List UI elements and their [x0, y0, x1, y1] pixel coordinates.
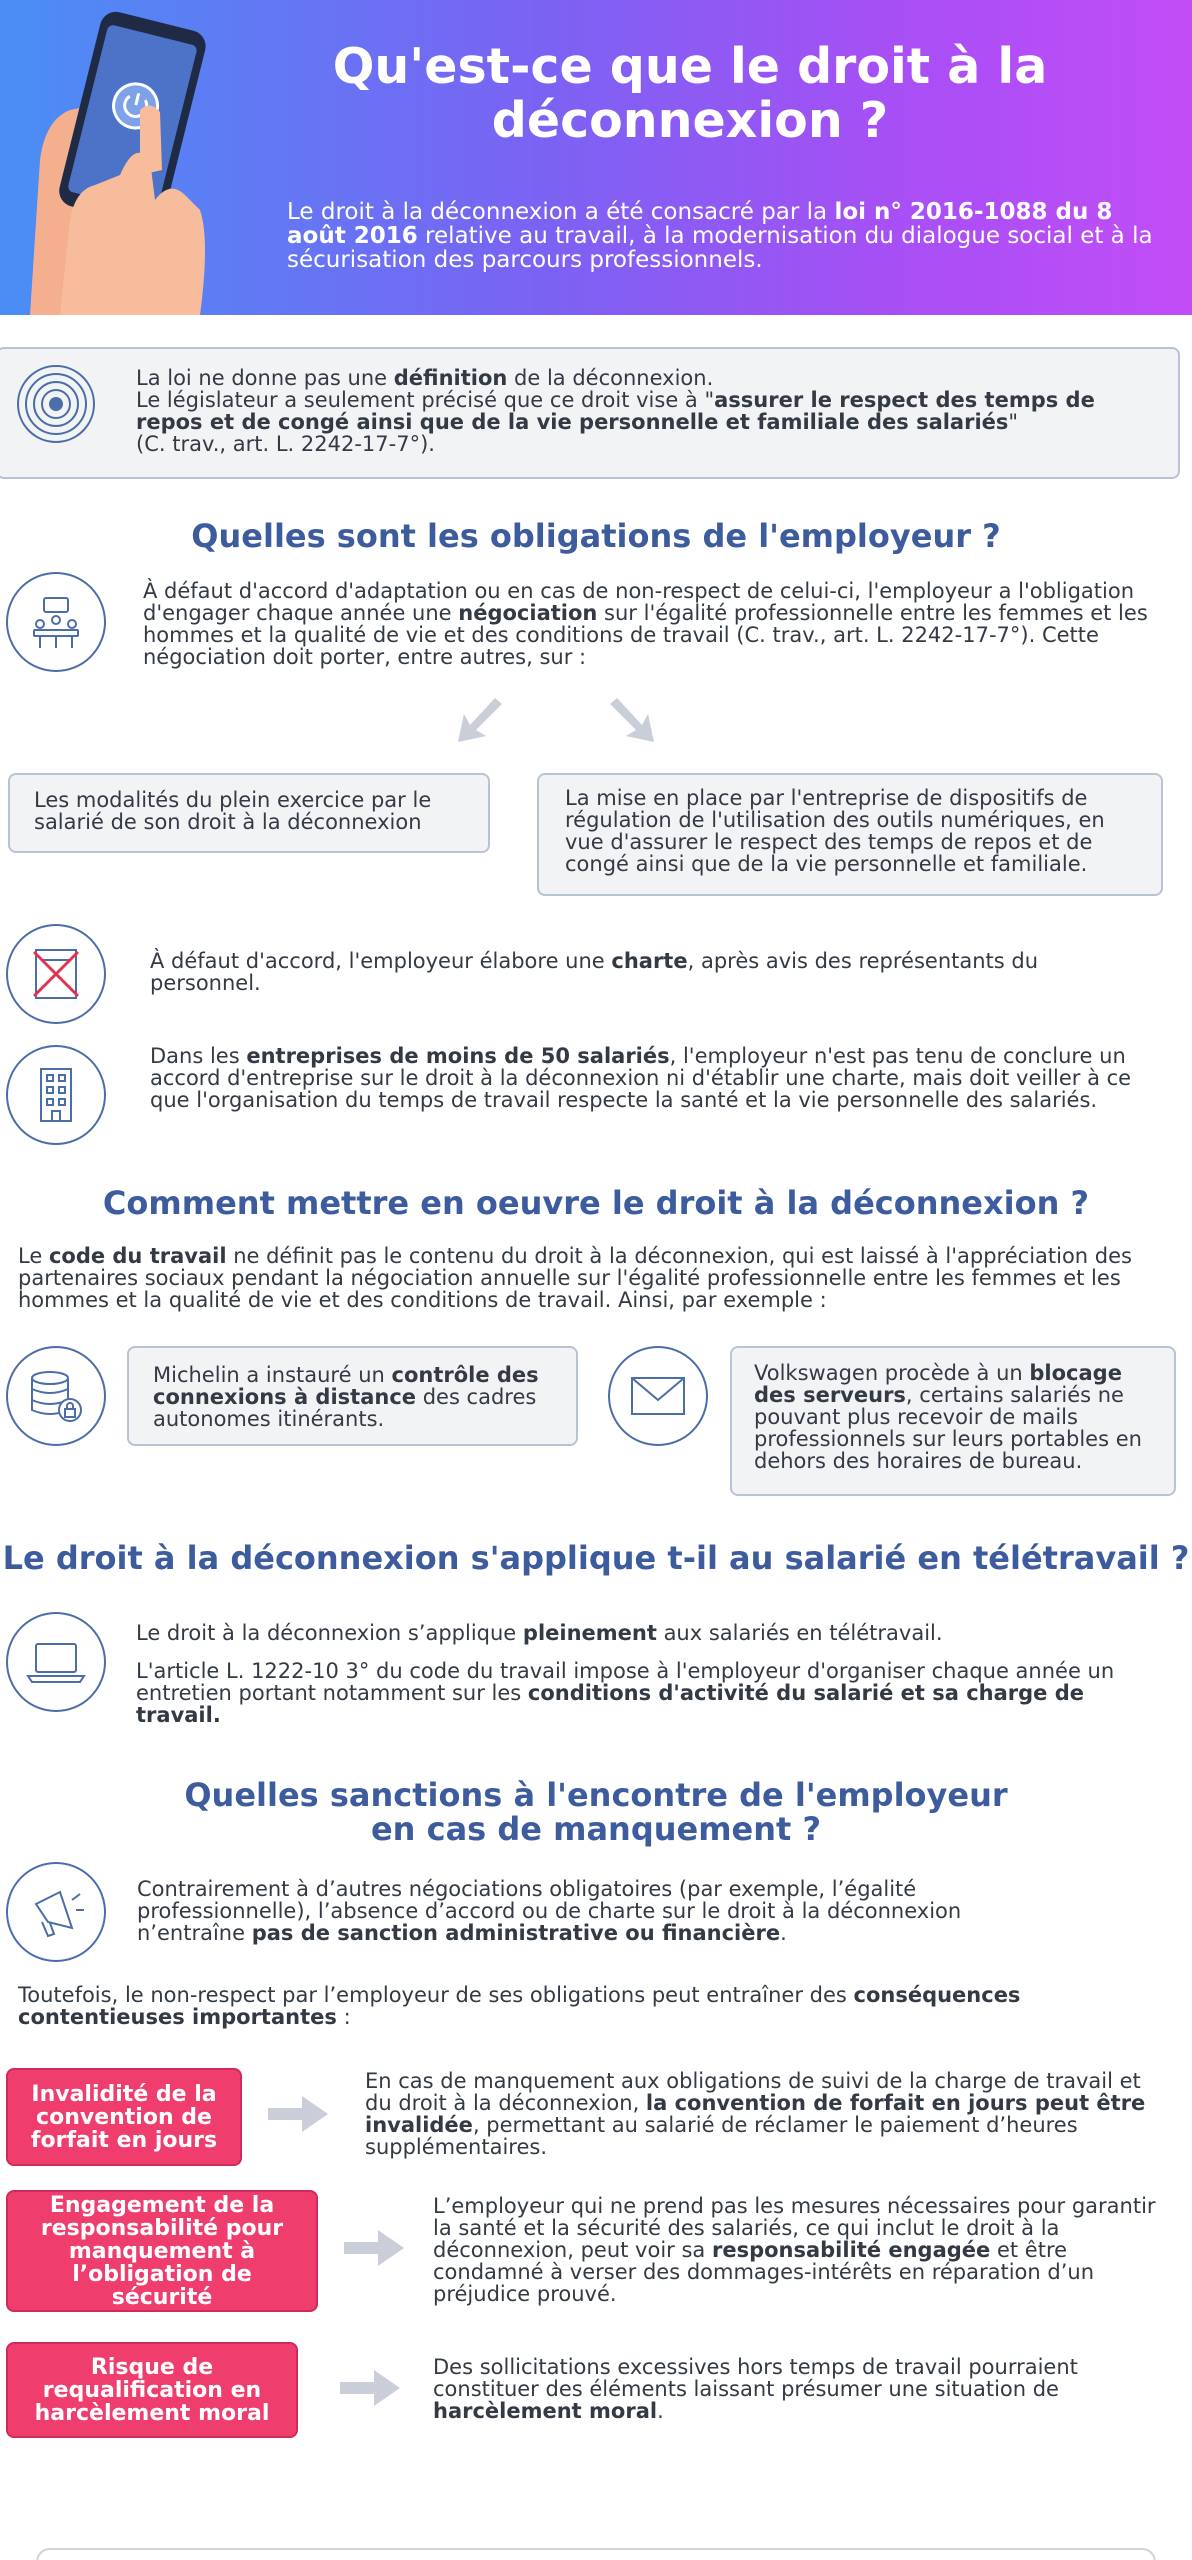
- telework-p2: L'article L. 1222-10 3° du code du travail impose à l'employeur d'organiser chaque année un entretien portant notamment sur les conditions d'activité du salarié et sa charge de travail.: [136, 1659, 1115, 1727]
- sanctions-p1: Contrairement à d’autres négociations obligatoires (par exemple, l’égalité professionnelle), l’absence d’accord ou de charte sur le droit à la déconnexion n’entraîne pas de sanction administrative ou financière.: [137, 1877, 962, 1945]
- sanction-text-1: En cas de manquement aux obligations de suivi de la charge de travail et du droit à la déconnexion, la convention de forfait en jours peut être invalidée, permettant au salarié de réclamer le paiement d’heures supplémentaires.: [365, 2069, 1146, 2159]
- sanction-label-1: Invalidité de la convention de forfait en jours: [6, 2068, 242, 2166]
- sanctions-title: Quelles sanctions à l'encontre de l'employeur en cas de manquement ?: [184, 1776, 1008, 1848]
- negotiation-box-left: Les modalités du plein exercice par le salarié de son droit à la déconnexion: [8, 773, 490, 853]
- sanction-label-2: Engagement de la responsabilité pour manquement à l’obligation de sécurité: [6, 2190, 318, 2312]
- telework-title: Le droit à la déconnexion s'applique t-il au salarié en télétravail ?: [2, 1539, 1190, 1577]
- sanctions-p2: Toutefois, le non-respect par l’employeur de ses obligations peut entraîner des conséquences contentieuses importantes :: [18, 1983, 1021, 2029]
- laptop-icon: [6, 1612, 106, 1712]
- michelin-box: Michelin a instauré un contrôle des connexions à distance des cadres autonomes itinérants.: [127, 1346, 578, 1446]
- crossed-document-icon: [6, 924, 106, 1024]
- implementation-title: Comment mettre en oeuvre le droit à la déconnexion ?: [102, 1184, 1090, 1222]
- header-intro: Le droit à la déconnexion a été consacré par la loi n° 2016-1088 du 8 août 2016 relative au travail, à la modernisation du dialogue social et à la sécurisation des parcours professionnels.: [287, 199, 1153, 273]
- arrow-right-icon: [266, 2092, 330, 2136]
- arrow-down-right-icon: [602, 690, 662, 750]
- sanction-label-3: Risque de requalification en harcèlement moral: [6, 2342, 298, 2438]
- hand-phone-illustration: [0, 0, 280, 315]
- database-lock-icon: [6, 1346, 106, 1446]
- envelope-icon: [608, 1346, 708, 1446]
- meeting-icon: [6, 572, 106, 672]
- sanction-text-2: L’employeur qui ne prend pas les mesures nécessaires pour garantir la santé et la sécurité des salariés, ce qui inclut le droit à la déconnexion, peut voir sa responsabilité engagée et être condamné à verser des dommages-intérêts en réparation d’un préjudice prouvé.: [433, 2194, 1156, 2306]
- header-banner: [0, 0, 1192, 315]
- small-company-text: Dans les entreprises de moins de 50 salariés, l'employeur n'est pas tenu de conclure un accord d'entreprise sur le droit à la déconnexion ni d'établir une charte, mais doit veiller à ce que l'organisation du temps de travail respecte la santé et la vie personnelle des salariés.: [150, 1044, 1132, 1112]
- arrow-right-icon: [338, 2366, 402, 2410]
- footer-box: [36, 2548, 1156, 2560]
- sanction-text-3: Des sollicitations excessives hors temps de travail pourraient constituer des éléments laissant présumer une situation de harcèlement moral.: [433, 2355, 1078, 2423]
- arrow-down-left-icon: [450, 690, 510, 750]
- telework-p1: Le droit à la déconnexion s’applique pleinement aux salariés en télétravail.: [136, 1621, 943, 1645]
- obligations-title: Quelles sont les obligations de l'employeur ?: [191, 517, 1001, 555]
- negotiation-box-right: La mise en place par l'entreprise de dispositifs de régulation de l'utilisation des outils numériques, en vue d'assurer le respect des temps de repos et de congé ainsi que de la vie personnelle et familiale.: [537, 773, 1163, 896]
- building-icon: [6, 1045, 106, 1145]
- obligations-intro: À défaut d'accord d'adaptation ou en cas de non-respect de celui-ci, l'employeur a l'obligation d'engager chaque année une négociation sur l'égalité professionnelle entre les femmes et les hommes et la qualité de vie et des conditions de travail (C. trav., art. L. 2242-17-7°). Cette négociation doit porter, entre autres, sur :: [143, 579, 1148, 669]
- page-title: Qu'est-ce que le droit à la déconnexion ?: [332, 38, 1048, 149]
- definition-text: La loi ne donne pas une définition de la déconnexion. Le législateur a seulement précisé que ce droit vise à "assurer le respect des temps de repos et de congé ainsi que de la vie personnelle et familiale des salariés" (C. trav., art. L. 2242-17-7°).: [136, 366, 1095, 456]
- megaphone-icon: [6, 1862, 106, 1962]
- target-icon: [16, 364, 96, 444]
- charte-text: À défaut d'accord, l'employeur élabore une charte, après avis des représentants du personnel.: [150, 949, 1039, 995]
- arrow-right-icon: [342, 2226, 406, 2270]
- volkswagen-box: Volkswagen procède à un blocage des serveurs, certains salariés ne pouvant plus recevoir de mails professionnels sur leurs portables en dehors des horaires de bureau.: [730, 1346, 1176, 1496]
- implementation-intro: Le code du travail ne définit pas le contenu du droit à la déconnexion, qui est laissé à l'appréciation des partenaires sociaux pendant la négociation annuelle sur l'égalité professionnelle entre les femmes et les hommes et la qualité de vie et des conditions de travail. Ainsi, par exemple :: [18, 1244, 1132, 1312]
